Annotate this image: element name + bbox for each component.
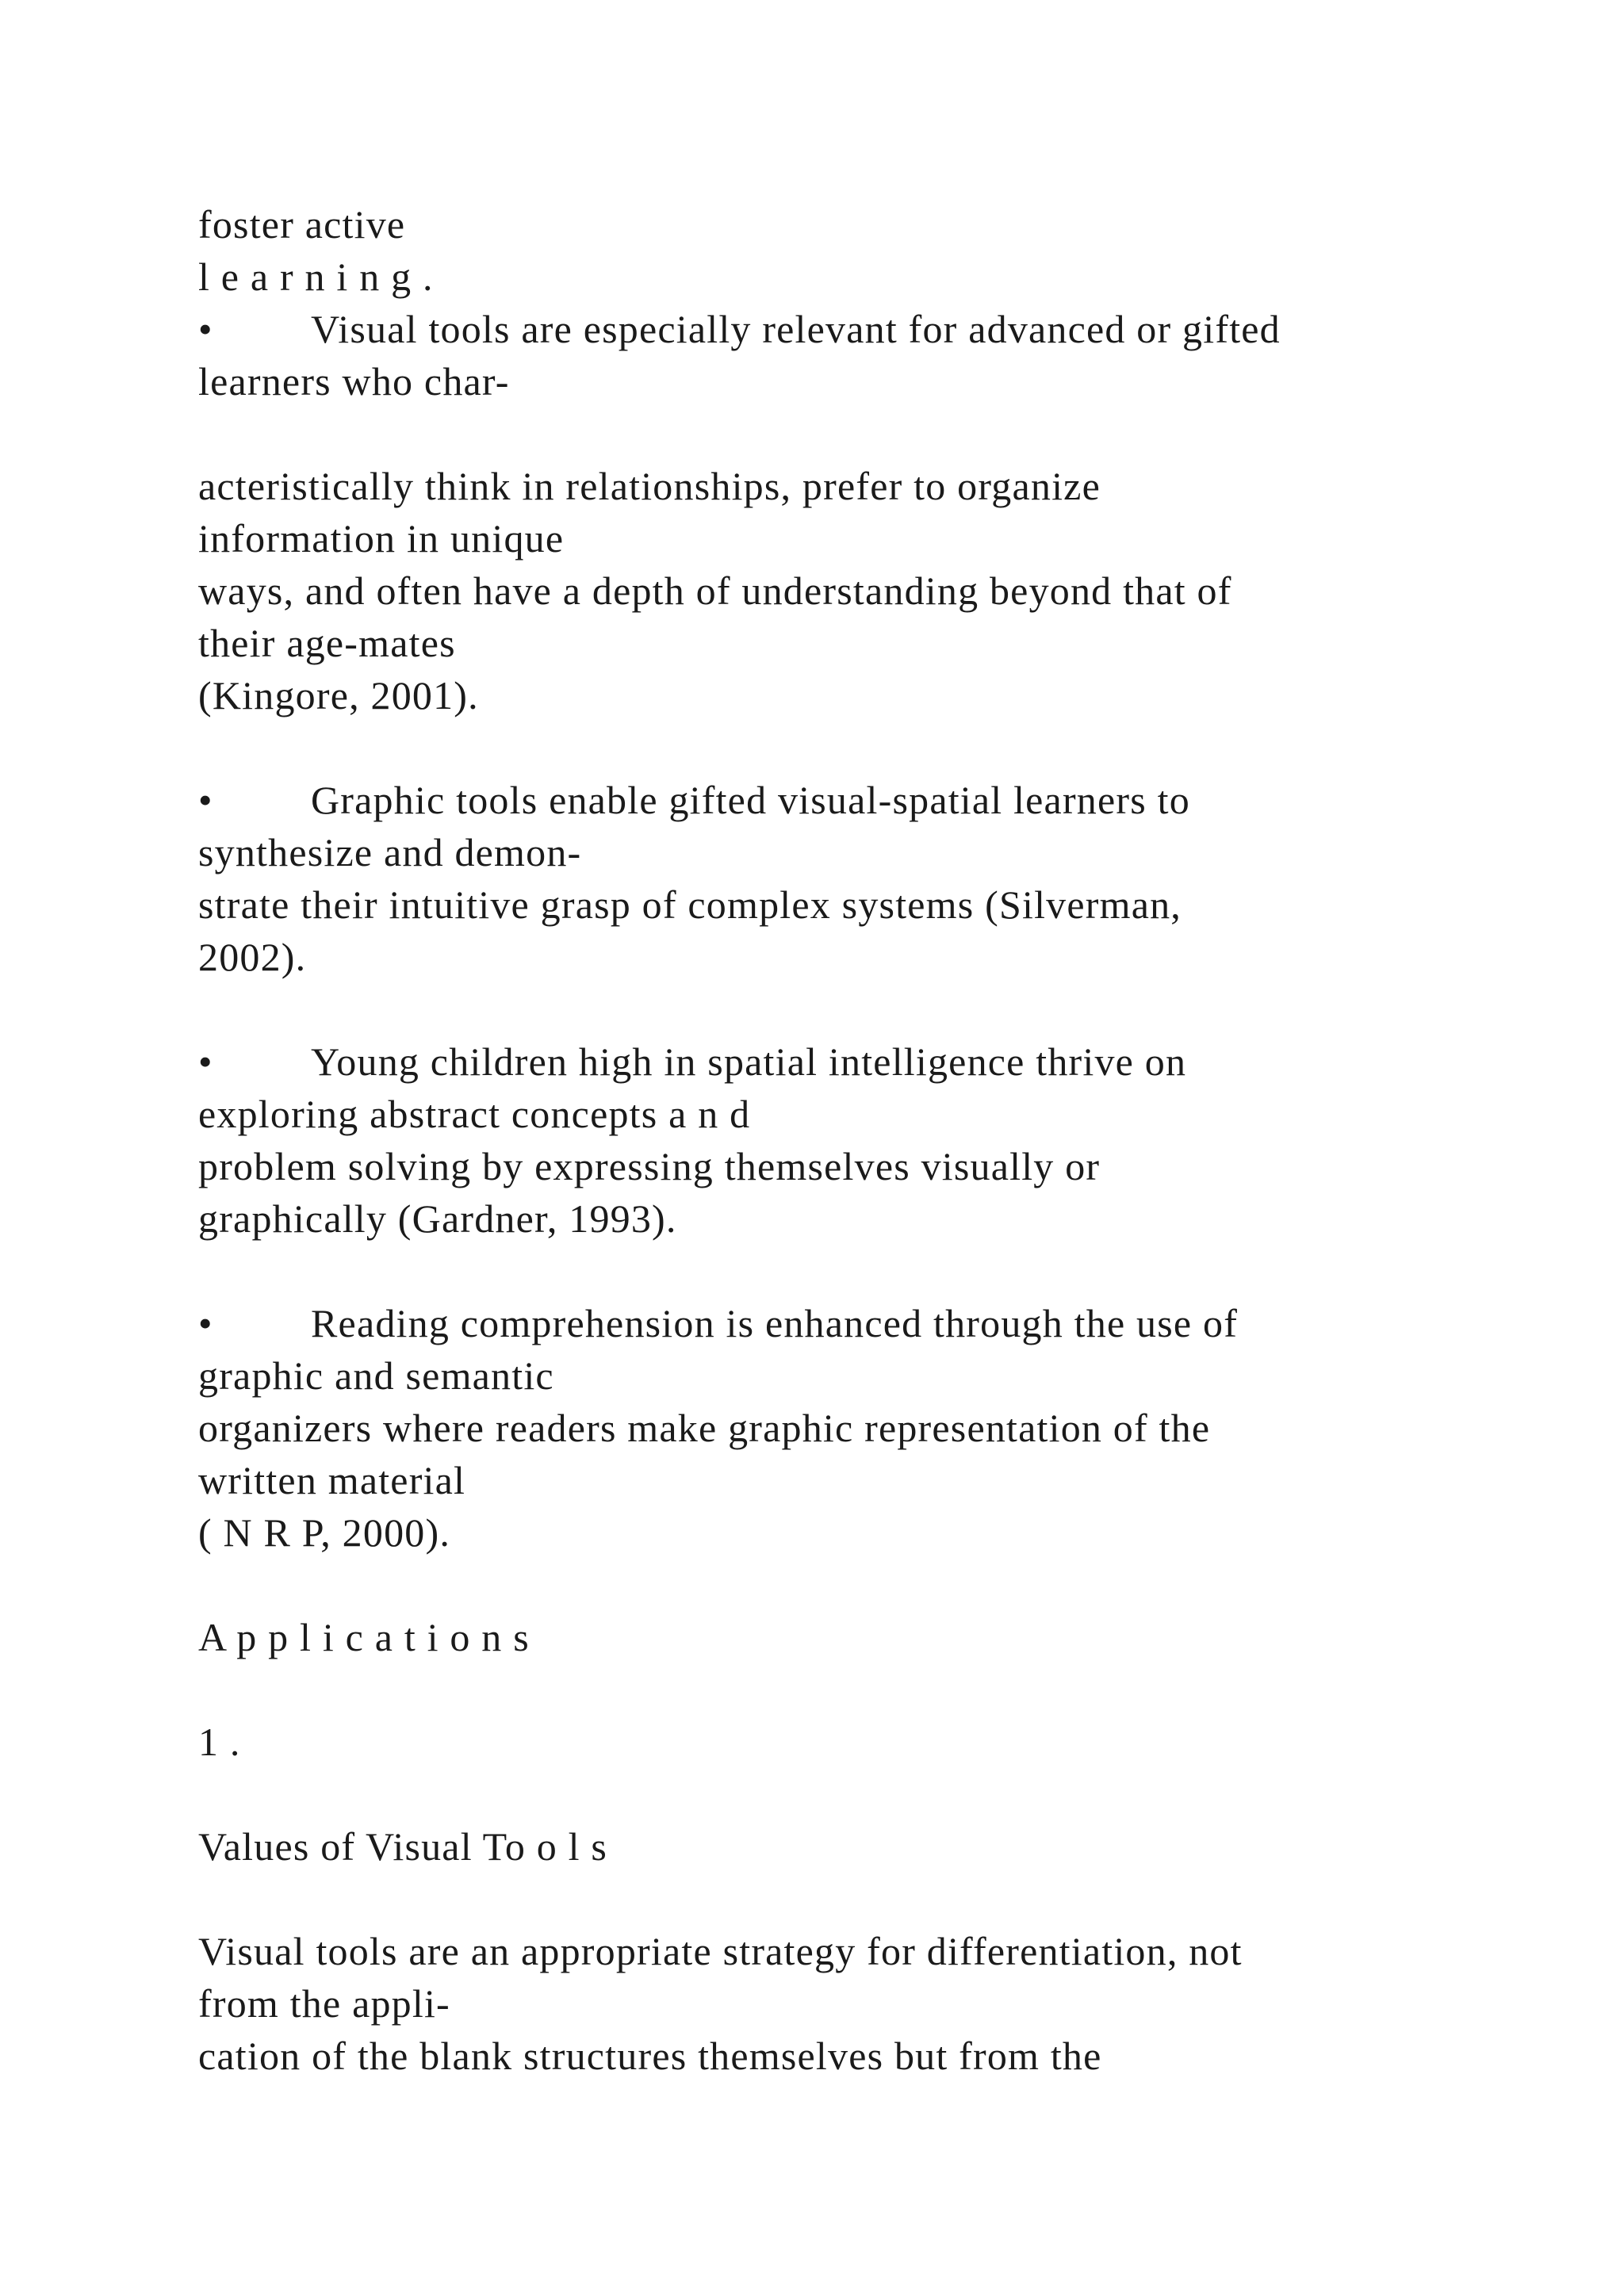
text-line: Visual tools are especially relevant for advanced or gifted [311,307,1281,351]
text-line: information in unique [198,516,565,561]
text-line: Visual tools are an appropriate strategy for differentiation, not [198,1929,1243,1973]
text-line: Reading comprehension is enhanced through the use of [311,1301,1239,1345]
text-line: Young children high in spatial intelligence thrive on [311,1039,1187,1084]
text-line: strate their intuitive grasp of complex systems (Silverman, [198,882,1182,927]
bullet: • [198,778,213,822]
text-line: ( N R P, 2000). [198,1510,451,1555]
text-line: problem solving by expressing themselves visually or [198,1144,1101,1188]
text-line: cation of the blank structures themselves but from the [198,2034,1102,2078]
section-heading: A p p l i c a t i o n s [198,1615,530,1659]
text-line: 2002). [198,935,307,979]
text-line: exploring abstract concepts a n d [198,1092,751,1136]
text-line: graphic and semantic [198,1353,554,1398]
text-line: (Kingore, 2001). [198,673,479,718]
text-line: acteristically think in relationships, prefer to organize [198,464,1101,508]
text-line: graphically (Gardner, 1993). [198,1196,677,1241]
bullet: • [198,1301,213,1345]
subsection-heading: Values of Visual To o l s [198,1824,608,1869]
text-line: synthesize and demon- [198,830,582,874]
text-line: their age-mates [198,621,456,665]
text-line: organizers where readers make graphic representation of the [198,1406,1211,1450]
section-number: 1 . [198,1720,241,1764]
text-line: foster active [198,202,406,247]
bullet: • [198,1039,213,1084]
text-line: written material [198,1458,466,1502]
text-line: ways, and often have a depth of understanding beyond that of [198,568,1232,613]
text-line: from the appli- [198,1981,450,2026]
text-line: Graphic tools enable gifted visual-spatial learners to [311,778,1190,822]
bullet: • [198,307,213,351]
text-line: l e a r n i n g . [198,254,434,299]
text-line: learners who char- [198,359,510,404]
